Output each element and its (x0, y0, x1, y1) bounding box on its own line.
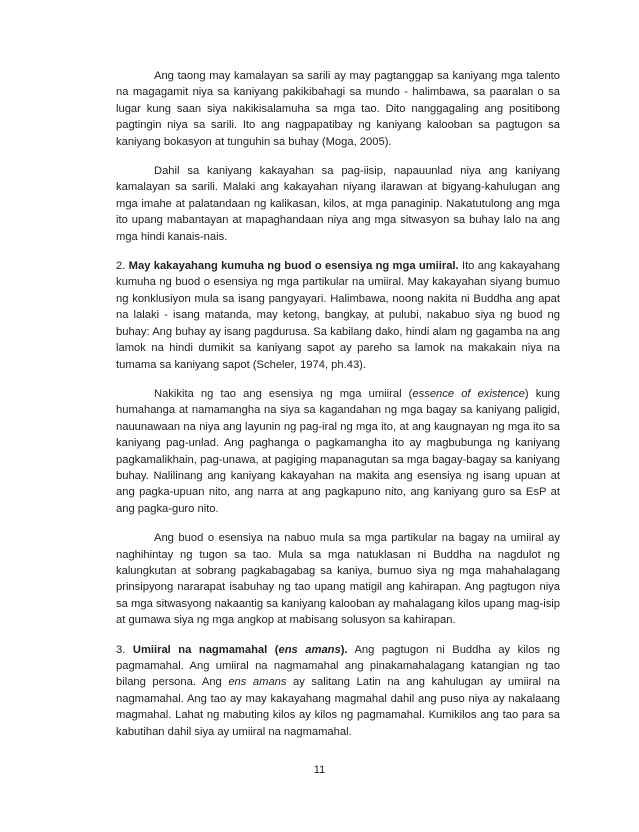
paragraph-self-awareness-talents: Ang taong may kamalayan sa sarili ay may pagtanggap sa kaniyang mga talento na magagamit niya sa kaniyang pakikibahagi sa mundo - halimbawa, sa paaralan o sa lugar kung saan siya nakikisalamuha sa mga tao. Dito nanggagaling ang positibong pagtingin niya sa sarili. Ito ang nagpapatibay ng kaniyang kalooban sa pagtugon sa kaniyang bokasyon at tunguhin sa buhay (Moga, 2005). (116, 70, 560, 148)
paragraph-buddha-response: Ang buod o esensiya na nabuo mula sa mga partikular na bagay na umiiral ay naghihintay ng tugon sa tao. Mula sa mga natuklasan ni Buddha na nagdulot ng kalungkutan at sobrang pagkabagabag sa kaniya, bumuo siya ng mga mahahalagang prinsipyong nararapat isabuhay ng tao upang matigil ang kahirapan. Ang pagtugon niya sa mga sitwasyong nakaantig sa kaniyang kalooban ay mahalagang kilos upang mag-isip at gumawa siya ng mga angkop at mabisang solusyon sa kahirapan. (116, 532, 560, 627)
essence-text-b: ) kung humahanga at namamangha na siya sa kagandahan ng mga bagay sa kaniyang paligid, nauunawaan na niya ang layunin ng pag-iral ng mga ito, at ang kaugnayan ng mga ito sa kaniyang pag-unlad. Ang paghanga o pagkamangha ito ay magbubunga ng kaniyang pagkamalikhain, pag-unawa, at pagiging mapanagutan sa mga bagay-bagay sa kaniyang buhay. Nalilinang ang kaniyang kakayahan na makita ang esensiya ng isang upuan at ang pagka-upuan nito, ang narra at ang pagkapuno nito, ang kaniyang guro sa EsP at ang pagka-guro nito. (116, 387, 561, 515)
document-page (116, 68, 560, 753)
section-3-body-a: Ang pagtugon ni Buddha ay kilos ng pagmamahal. Ang umiiral na nagmamahal ang pinakamahalagang katangian ng tao bilang persona. Ang (116, 643, 560, 689)
essence-italic-term: essence of existence (412, 387, 525, 400)
section-3-body-b: ay salitang Latin na ang kahulugan ay umiiral na nagmamahal. Ang tao ay may kakayahang magmahal dahil ang puso niya ay nakalaang magmahal. Lahat ng mabuting kilos ay kilos ng pagmamahal. Kumikilos ang tao para sa kabutihan dahil siya ay umiiral na nagmamahal. (116, 676, 560, 738)
section-3-number: 3. (116, 643, 126, 656)
section-2-heading: May kakayahang kumuha ng buod o esensiya ng mga umiiral. (128, 260, 459, 273)
paragraph-essence-of-existence (116, 386, 560, 517)
paragraph-section-2 (116, 258, 560, 373)
section-2-body: Ito ang kakayahang kumuha ng buod o esensiya ng mga partikular na umiiral. May kakayahan siyang bumuo ng konklusiyon mula sa isang pangyayari. Halimbawa, noong nakita ni Buddha ang apat na lalaki - isang matanda, may ketong, bangkay, at pulubi, nakabuo siya ng buod ng buhay: Ang buhay ay isang pagdurusa. Sa kabilang dako, hindi alam ng gagamba na ang lamok na hindi dumikit sa kaniyang sapot ay pareho sa lamok na makakain niya na tumama sa kaniyang sapot (Scheler, 1974, ph.43). (116, 260, 561, 371)
section-3-body-italic: ens amans (228, 676, 287, 689)
section-2-number: 2. (116, 260, 126, 273)
section-3-heading-b: ). (340, 643, 348, 656)
section-3-heading-italic: ens amans (278, 643, 341, 656)
section-3-heading (133, 644, 348, 656)
paragraph-thinking-ability: Dahil sa kaniyang kakayahan sa pag-iisip, napauunlad niya ang kaniyang kamalayan sa sarili. Malaki ang kakayahan niyang ilarawan at bigyang-kahulugan ang mga imahe at palatandaan ng kalikasan, kilos, at mga panaginip. Nakatutulong ang mga ito upang mabantayan at mapaghandaan niya ang mga sitwasyon sa buhay lalo na ang mga hindi kanais-nais. (116, 165, 560, 243)
paragraph-section-3 (116, 642, 560, 740)
essence-text-a: Nakikita ng tao ang esensiya ng mga umiiral ( (154, 387, 413, 400)
section-3-heading-a: Umiiral na nagmamahal ( (132, 643, 279, 656)
page-number: 11 (313, 764, 326, 776)
